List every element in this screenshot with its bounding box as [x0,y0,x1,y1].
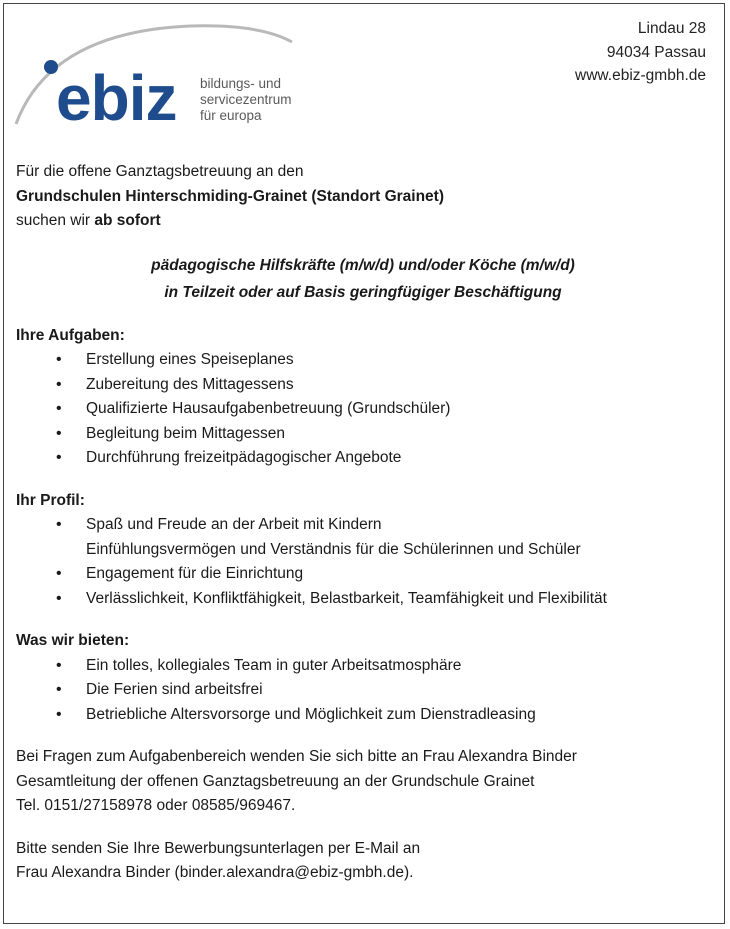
list-item: • Die Ferien sind arbeitsfrei [16,678,710,703]
address-website[interactable]: www.ebiz-gmbh.de [575,67,706,84]
application-block [16,837,710,886]
intro-start [16,209,710,234]
offer-heading: Was wir bieten: [16,632,130,649]
address-city: 94034 Passau [606,43,706,61]
application-email[interactable]: Frau Alexandra Binder (binder.alexandra@ebiz-gmbh.de). [16,864,414,881]
list-item [16,513,710,562]
intro-start-prefix: suchen wir [16,212,95,229]
logo-tagline [200,76,292,124]
logo-tagline-line: servicezentrum [200,92,292,107]
contact-phone: Tel. 0151/27158978 oder 08585/969467. [16,797,296,814]
contact-block [16,745,710,819]
profile-list [16,513,710,611]
logo-tagline-line: für europa [200,108,262,123]
address-block [575,17,706,88]
list-item-continuation: Einfühlungsvermögen und Verständnis für die Schülerinnen und Schüler [86,540,581,558]
intro-schools: Grundschulen Hinterschmiding-Grainet (Standort Grainet) [16,187,445,205]
job-title: pädagogische Hilfskräfte (m/w/d) und/oder Köche (m/w/d) [151,256,575,274]
tasks-heading: Ihre Aufgaben: [16,326,125,344]
list-item: • Durchführung freizeitpädagogischer Angebote [16,446,710,471]
intro-line: Für die offene Ganztagsbetreuung an den [16,163,304,180]
list-item-text: Spaß und Freude an der Arbeit mit Kindern [86,516,382,533]
list-item: • Verlässlichkeit, Konfliktfähigkeit, Belastbarkeit, Teamfähigkeit und Flexibilität [16,587,710,612]
application-line: Bitte senden Sie Ihre Bewerbungsunterlagen per E-Mail an [16,839,421,857]
list-item: • Betriebliche Altersvorsorge und Möglichkeit zum Dienstradleasing [16,703,710,728]
contact-line: Bei Fragen zum Aufgabenbereich wenden Sie sich bitte an Frau Alexandra Binder [16,748,577,765]
logo-wordmark: ebiz [56,62,177,134]
list-item: • Erstellung eines Speiseplanes [16,348,710,373]
ebiz-logo [10,12,310,132]
list-item: • Begleitung beim Mittagessen [16,422,710,447]
job-type: in Teilzeit oder auf Basis geringfügiger Beschäftigung [164,283,562,301]
logo-tagline-line: bildungs- und [200,76,282,91]
intro-start-date: ab sofort [94,212,161,229]
job-ad-body [16,160,710,886]
profile-heading: Ihr Profil: [16,491,85,509]
list-item: • Ein tolles, kollegiales Team in guter Arbeitsatmosphäre [16,654,710,679]
list-item: • Zubereitung des Mittagessens [16,373,710,398]
job-headline [16,252,710,306]
contact-line: Gesamtleitung der offenen Ganztagsbetreuung an der Grundschule Grainet [16,772,535,790]
address-street: Lindau 28 [637,20,706,37]
list-item: • Qualifizierte Hausaufgabenbetreuung (Grundschüler) [16,397,710,422]
tasks-list [16,348,710,471]
list-item: • Engagement für die Einrichtung [16,562,710,587]
offer-list [16,654,710,728]
